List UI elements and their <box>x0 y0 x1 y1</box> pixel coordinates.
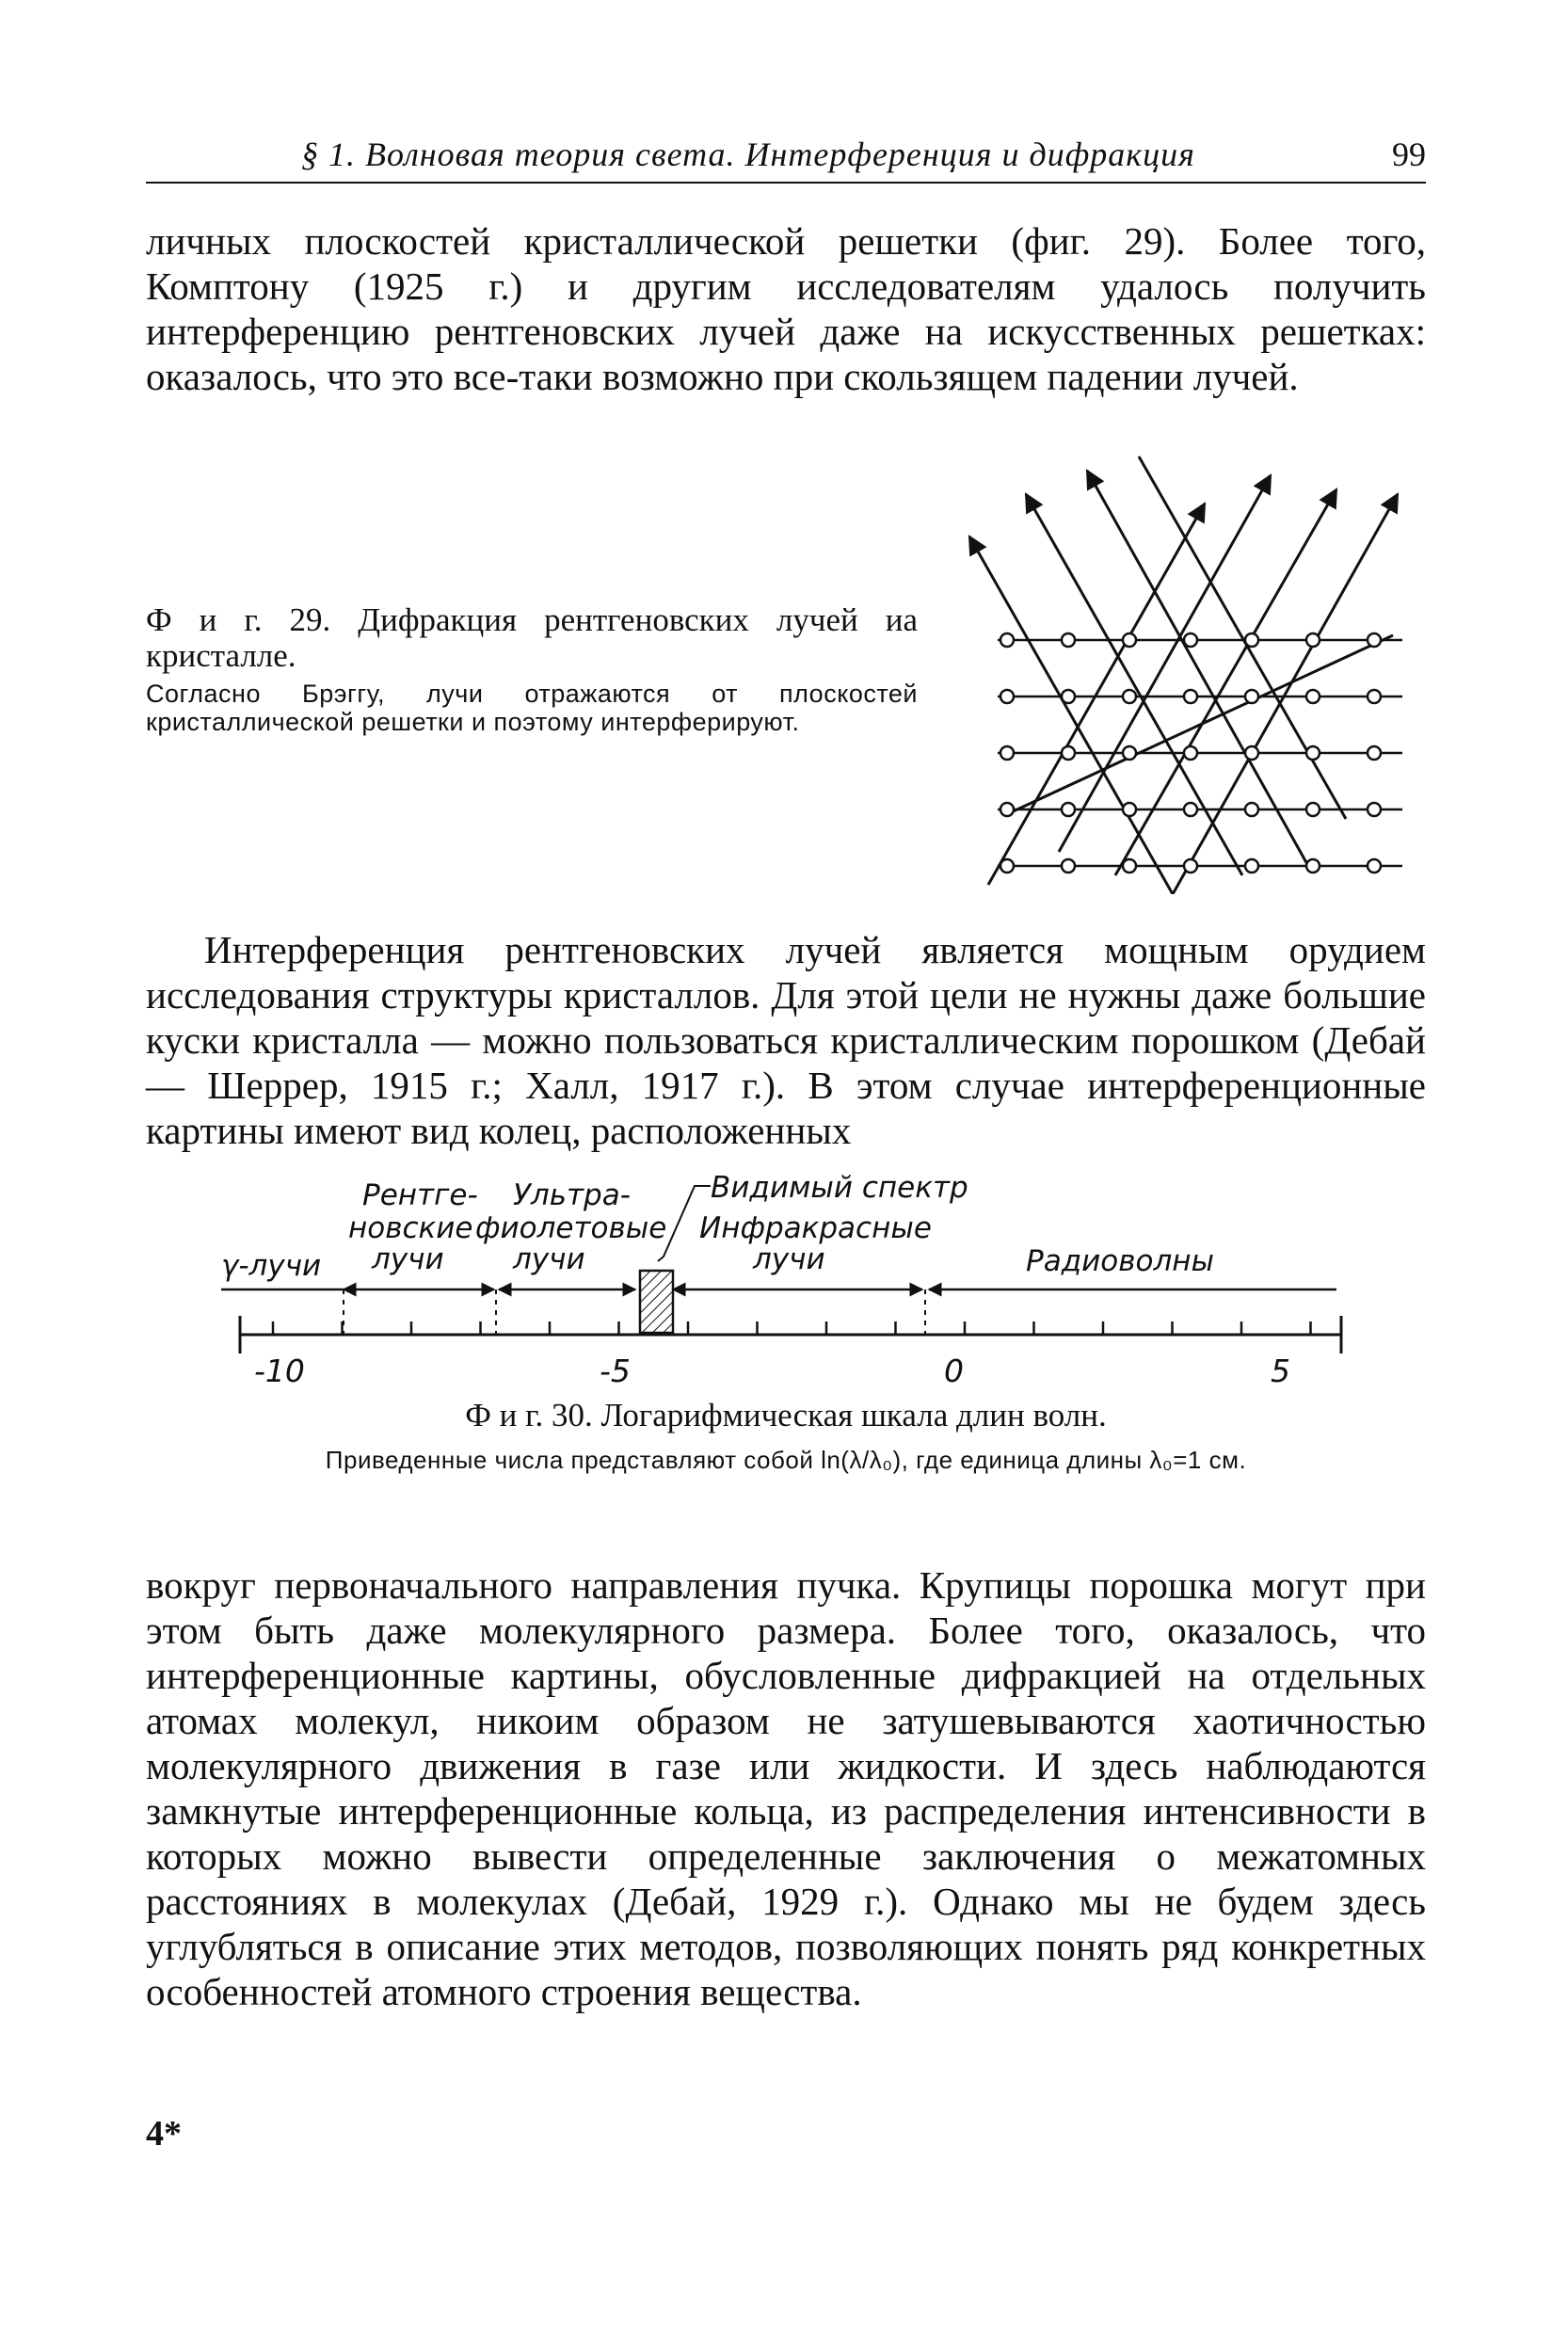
atom <box>1184 633 1197 647</box>
uv-label-line2: фиолетовые <box>475 1211 667 1245</box>
tick-label-minus-10: -10 <box>254 1353 305 1384</box>
atom <box>1306 633 1320 647</box>
figure-29-caption <box>146 602 918 736</box>
ir-label-line2: лучи <box>753 1242 825 1276</box>
atom <box>1306 690 1320 703</box>
figure-29-bragg-diagram <box>951 452 1421 894</box>
atom <box>1368 633 1381 647</box>
incident-ray <box>1026 494 1242 875</box>
atom <box>1368 803 1381 816</box>
scale-axis <box>240 1316 1341 1353</box>
atom <box>1000 690 1014 703</box>
figure-29-caption-text: Согласно Брэггу, лучи отражаются от плоскостей кристаллической решетки и поэтому интерферируют. <box>146 680 918 736</box>
tick-label-0: 0 <box>944 1353 964 1384</box>
paragraph-1: личных плоскостей кристаллической решетки (фиг. 29). Более того, Комптону (1925 г.) и другим исследователям удалось получить интерференцию рентгеновских лучей даже на искусственных решетках: оказалось, что это все-таки возможно при скользящем падении лучей. <box>146 219 1426 398</box>
atom <box>1245 859 1258 873</box>
signature-mark: 4* <box>146 2114 182 2154</box>
atom <box>1000 859 1014 873</box>
atom <box>1062 690 1075 703</box>
atom <box>1062 803 1075 816</box>
atom <box>1000 746 1014 760</box>
atom <box>1245 633 1258 647</box>
atom <box>1062 633 1075 647</box>
atom <box>1306 803 1320 816</box>
atom <box>1123 633 1136 647</box>
reflected-ray <box>1007 635 1393 814</box>
atom <box>1000 803 1014 816</box>
figure-30-wavelength-scale <box>221 1167 1351 1384</box>
gamma-label: γ-лучи <box>221 1249 322 1283</box>
figure-29-caption-title: Ф и г. 29. Дифракция рентгеновских лучей иа кристалле. <box>146 601 918 674</box>
atom <box>1184 859 1197 873</box>
atom <box>1123 859 1136 873</box>
tick-label-5: 5 <box>1271 1353 1290 1384</box>
header-title: § 1. Волновая теория света. Интерференция и дифракция <box>301 136 1195 173</box>
reflected-ray <box>988 504 1205 885</box>
page-number: 99 <box>1392 136 1426 173</box>
paragraph-2: Интерференция рентгеновских лучей является мощным орудием исследования структуры кристаллов. Для этой цели не нужны даже большие куски кристалла — можно пользоваться кристаллическим порошком (Дебай — Шеррер, 1915 г.; Халл, 1917 г.). В этом случае интерференционные картины имеют вид колец, расположенных <box>146 928 1426 1152</box>
xray-label-line3: лучи <box>372 1242 444 1276</box>
atom <box>1368 859 1381 873</box>
tick-label-minus-5: -5 <box>600 1353 631 1384</box>
reflected-ray <box>1115 489 1336 875</box>
reflected-ray <box>1173 494 1398 894</box>
atom <box>1123 690 1136 703</box>
atom <box>1123 803 1136 816</box>
reflected-ray <box>1059 475 1271 852</box>
atom <box>1000 633 1014 647</box>
minor-ticks <box>273 1321 1311 1335</box>
uv-label-line3: лучи <box>513 1242 585 1276</box>
range-separators <box>344 1289 925 1335</box>
figure-30-caption-title: Ф и г. 30. Логарифмическая шкала длин волн. <box>465 1397 1107 1433</box>
atom <box>1184 690 1197 703</box>
uv-label-line1: Ультра- <box>513 1178 631 1212</box>
ir-label-line1: Инфракрасные <box>699 1211 932 1245</box>
figure-30-caption-text: Приведенные числа представляют собой ln(λ/λ₀), где единица длины λ₀=1 см. <box>325 1446 1247 1474</box>
incident-ray <box>969 536 1173 894</box>
running-header <box>146 135 1426 184</box>
atom <box>1245 690 1258 703</box>
atom <box>1306 746 1320 760</box>
atom <box>1062 746 1075 760</box>
paragraph-3: вокруг первоначального направления пучка. Крупицы порошка могут при этом быть даже молекулярного размера. Более того, оказалось, что интерференционные картины, обусловленные дифракцией на отдельных атомах молекул, никоим образом не затушевываются хаотичностью молекулярного движения в газе или жидкости. И здесь наблюдаются замкнутые интерференционные кольца, из распределения интенсивности в которых можно вывести определенные заключения о межатомных расстояниях в молекулах (Дебай, 1929 г.). Однако мы не будем здесь углубляться в описание этих методов, позволяющих понять ряд конкретных особенностей атомного строения вещества. <box>146 1563 1426 2013</box>
visible-band <box>640 1271 673 1333</box>
atom <box>1123 746 1136 760</box>
atom <box>1184 746 1197 760</box>
atom <box>1368 746 1381 760</box>
atom <box>1245 803 1258 816</box>
atom <box>1306 859 1320 873</box>
atom <box>1368 690 1381 703</box>
atom <box>1245 746 1258 760</box>
radio-label: Радиоволны <box>1026 1244 1215 1278</box>
visible-label: Видимый спектр <box>711 1171 968 1205</box>
xray-label-line1: Рентге- <box>362 1178 478 1212</box>
xray-label-line2: новские <box>348 1211 473 1245</box>
atom <box>1184 803 1197 816</box>
atom <box>1062 859 1075 873</box>
